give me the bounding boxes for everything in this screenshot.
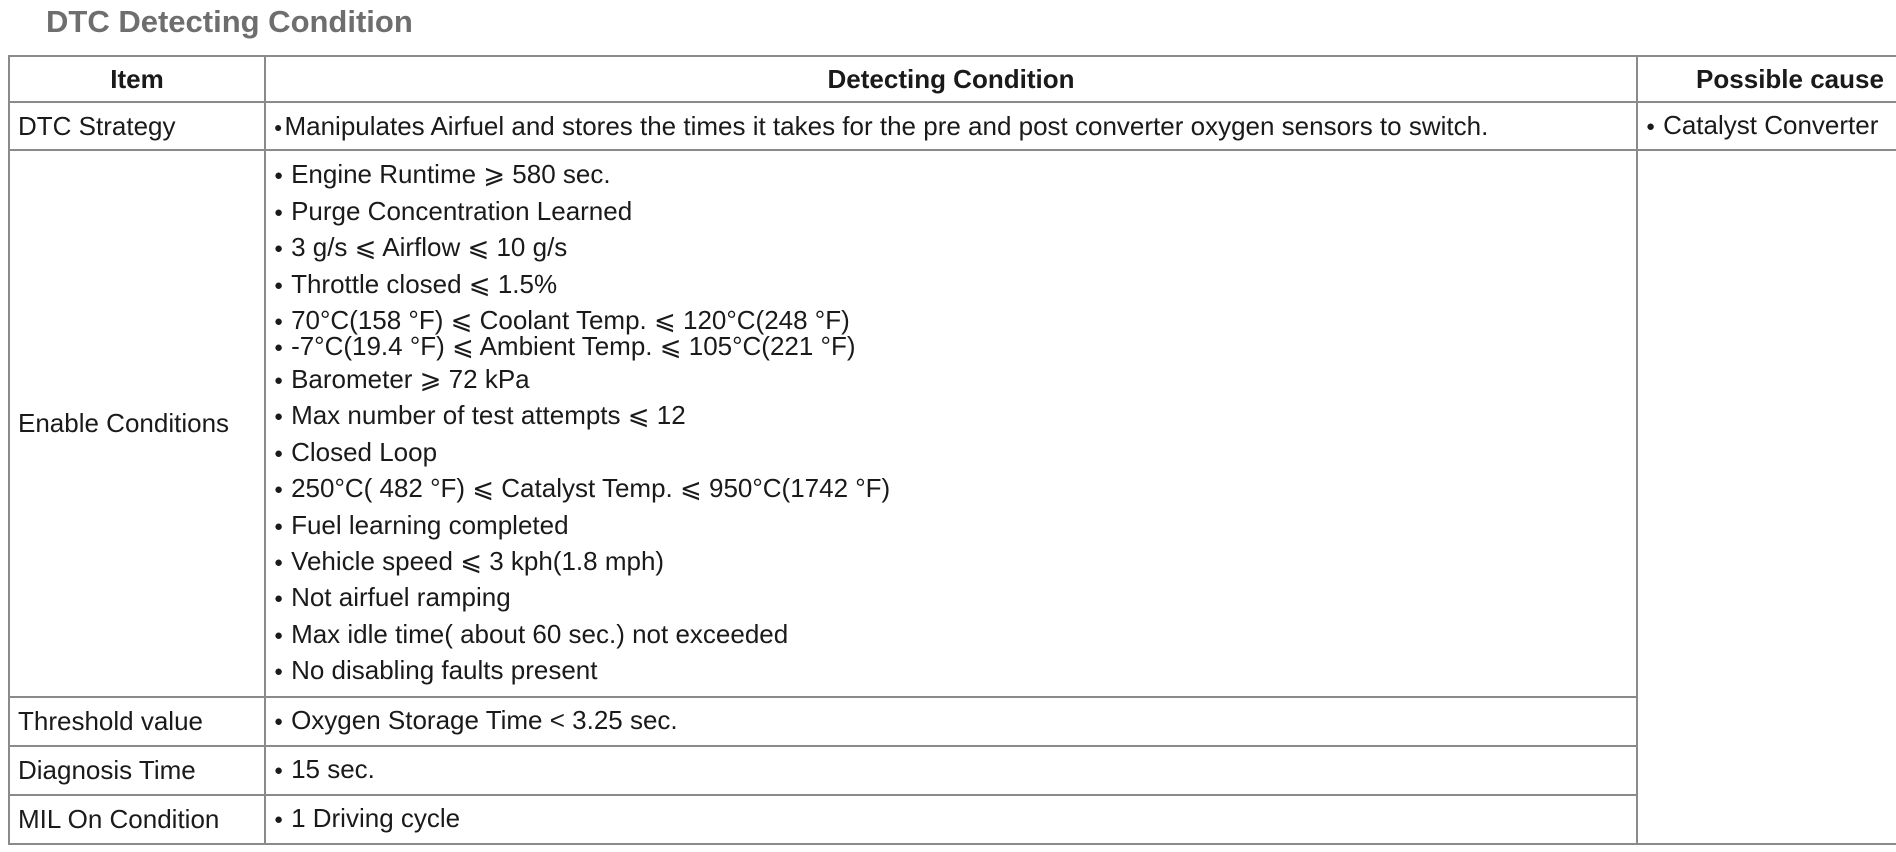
condition-threshold: ● Oxygen Storage Time < 3.25 sec. [274,703,1628,739]
list-item: ● -7°C(19.4 °F) ⩽ Ambient Temp. ⩽ 105°C(221 °F) [274,334,1628,360]
condition-dtc-strategy: ●Manipulates Airfuel and stores the times it takes for the pre and post converter oxygen sensors to switch. [265,102,1637,150]
dtc-condition-table [8,55,1896,845]
header-detecting-condition: Detecting Condition [265,56,1637,102]
item-mil: MIL On Condition [9,795,265,844]
list-item: ● 70°C(158 °F) ⩽ Coolant Temp. ⩽ 120°C(248 °F) [274,308,1628,334]
condition-diagnosis-cell [265,746,1637,795]
list-item: ● Barometer ⩾ 72 kPa [274,362,1628,398]
cause-text: ● Catalyst Converter [1646,108,1896,144]
condition-text: Manipulates Airfuel and stores the times it takes for the pre and post converter oxygen sensors to switch. [284,110,1489,141]
condition-diagnosis-time: ● 15 sec. [274,752,1628,788]
table-header-row [9,56,1896,102]
table-row-mil [9,795,1896,844]
table-row-enable-conditions [9,150,1896,697]
condition-mil-cell [265,795,1637,844]
item-threshold: Threshold value [9,697,265,746]
list-item: ● Closed Loop [274,435,1628,471]
list-item: ● Engine Runtime ⩾ 580 sec. [274,157,1628,193]
list-item: ● 3 g/s ⩽ Airflow ⩽ 10 g/s [274,230,1628,266]
cause-cell [1637,102,1896,150]
list-item: ● Max idle time( about 60 sec.) not exceeded [274,617,1628,653]
header-possible-cause: Possible cause [1637,56,1896,102]
list-item: ● Max number of test attempts ⩽ 12 [274,398,1628,434]
condition-mil: ● 1 Driving cycle [274,801,1628,837]
list-item: ● Purge Concentration Learned [274,194,1628,230]
header-item: Item [9,56,265,102]
enable-conditions-list [265,150,1637,697]
list-item: ● 250°C( 482 °F) ⩽ Catalyst Temp. ⩽ 950°C(1742 °F) [274,471,1628,507]
list-item: ● Fuel learning completed [274,508,1628,544]
page-title: DTC Detecting Condition [46,4,413,39]
cause-empty-cell [1637,150,1896,844]
list-item: ● Throttle closed ⩽ 1.5% [274,267,1628,303]
table-row-dtc-strategy [9,102,1896,150]
item-enable-conditions: Enable Conditions [9,150,265,697]
list-item: ● No disabling faults present [274,653,1628,689]
list-item: ● Not airfuel ramping [274,580,1628,616]
condition-threshold-cell [265,697,1637,746]
list-item: ● Vehicle speed ⩽ 3 kph(1.8 mph) [274,544,1628,580]
item-diagnosis-time: Diagnosis Time [9,746,265,795]
table-row-threshold [9,697,1896,746]
item-dtc-strategy: DTC Strategy [9,102,265,150]
table-row-diagnosis-time [9,746,1896,795]
